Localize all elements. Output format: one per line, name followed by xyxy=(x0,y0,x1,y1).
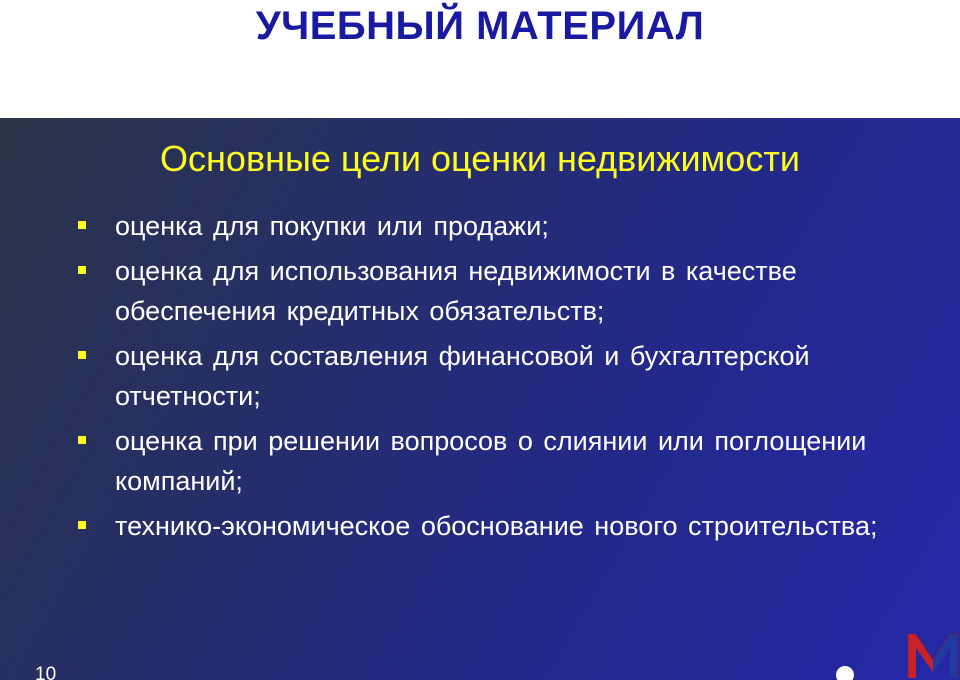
slide-panel xyxy=(0,118,960,680)
header-title: УЧЕБНЫЙ МАТЕРИАЛ xyxy=(255,4,705,48)
bullet-text: оценка для составления финансовой и бухгалтерской отчетности; xyxy=(115,341,810,411)
bullet-text: оценка для использования недвижимости в качестве обеспечения кредитных обязательств; xyxy=(115,256,797,326)
slide-heading: Основные цели оценки недвижимости xyxy=(160,138,800,179)
bullet-item xyxy=(78,421,918,501)
square-bullet-icon xyxy=(78,221,86,229)
bullet-item xyxy=(78,251,918,331)
bullet-text: оценка при решении вопросов о слиянии или поглощении компаний; xyxy=(115,426,867,496)
square-bullet-icon xyxy=(78,351,86,359)
square-bullet-icon xyxy=(78,521,86,529)
bullet-item xyxy=(78,336,918,416)
bullet-item xyxy=(78,206,918,246)
square-bullet-icon xyxy=(78,436,86,444)
bullet-text: технико-экономическое обоснование нового строительства; xyxy=(115,511,878,541)
dot-icon xyxy=(836,666,854,680)
m-logo-icon xyxy=(906,630,960,680)
square-bullet-icon xyxy=(78,266,86,274)
bullet-item xyxy=(78,506,918,546)
bullet-list xyxy=(78,206,918,551)
bullet-text: оценка для покупки или продажи; xyxy=(115,211,549,241)
header-banner xyxy=(0,0,960,118)
page-number: 10 xyxy=(35,664,57,680)
